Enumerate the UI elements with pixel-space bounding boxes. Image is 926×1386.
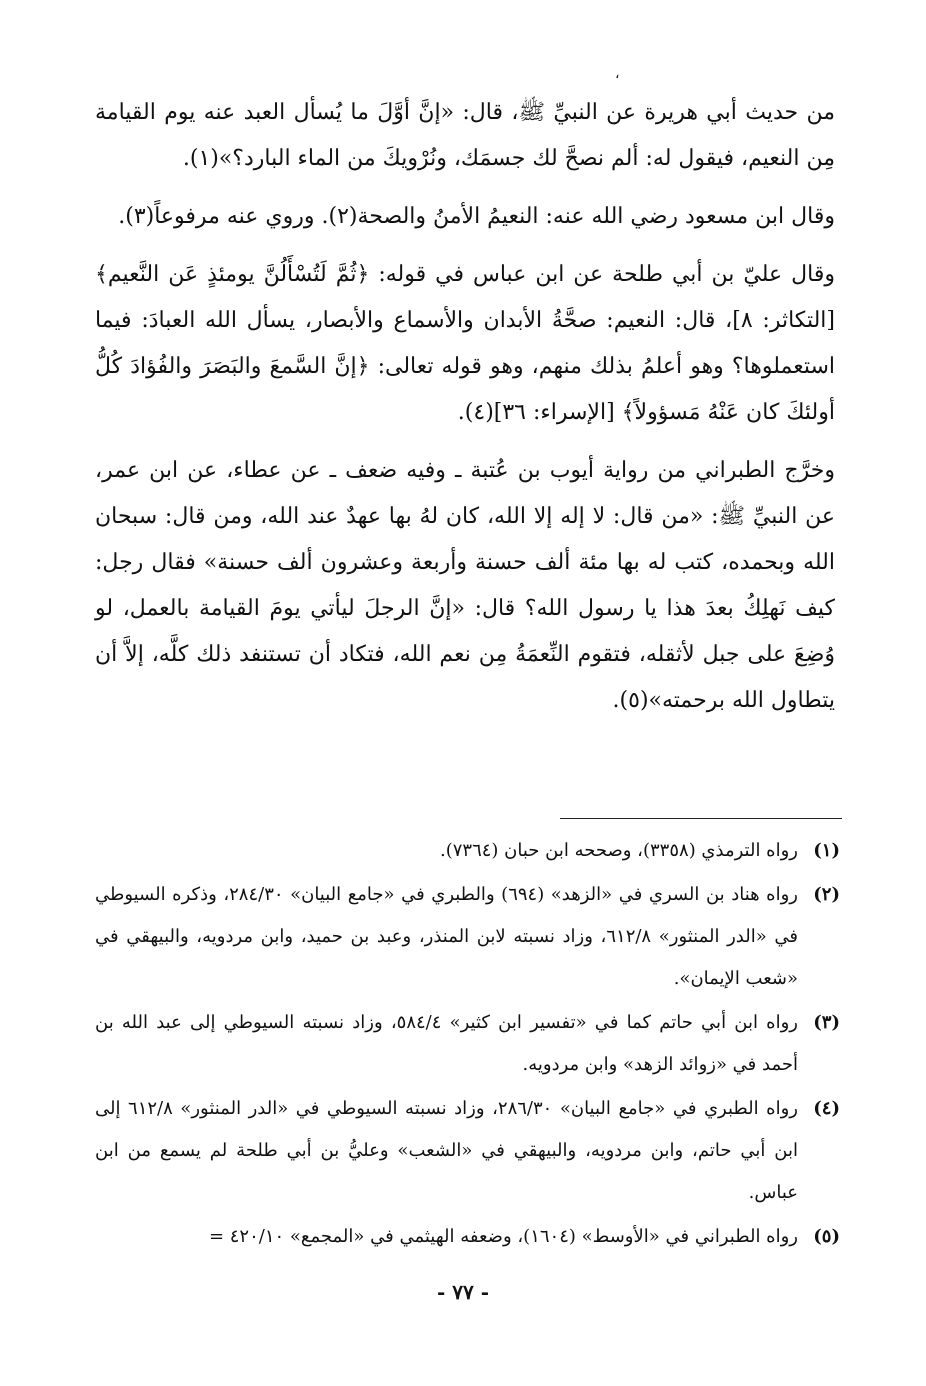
footnote-number: (٤) xyxy=(813,1098,840,1119)
footnote xyxy=(95,830,840,872)
top-mark: ، xyxy=(615,66,620,82)
footnote-number: (١) xyxy=(813,840,840,861)
footnote-text: رواه الترمذي (٣٣٥٨)، وصححه ابن حبان (٧٣٦٤). xyxy=(440,840,798,861)
footnote-text: رواه ابن أبي حاتم كما في «تفسير ابن كثير» ٥٨٤/٤، وزاد نسبته السيوطي إلى عبد الله بن أحمد في «زوائد الزهد» وابن مردويه. xyxy=(95,1012,798,1075)
footnote-text: رواه الطبري في «جامع البيان» ٢٨٦/٣٠، وزاد نسبته السيوطي في «الدر المنثور» ٦١٢/٨ إلى ابن أبي حاتم، وابن مردويه، والبيهقي في «الشعب» وعليُّ بن أبي طلحة لم يسمع من ابن عباس. xyxy=(95,1098,799,1203)
footnote-divider xyxy=(560,818,842,819)
page-number: - ٧٧ - xyxy=(436,1280,489,1304)
footnote xyxy=(95,874,840,1000)
paragraph: من حديث أبي هريرة عن النبيِّ ﷺ، قال: «إنَّ أوَّلَ ما يُسأل العبد عنه يوم القيامة مِن النعيم، فيقول له: ألم نصحَّ لك جسمَك، ونُرْويكَ من الماء البارد؟»(١). xyxy=(95,100,835,171)
paragraph: وقال عليّ بن أبي طلحة عن ابن عباس في قوله: ﴿ثُمَّ لَتُسْأَلُنَّ يومئذٍ عَن النَّعيم﴾ [التكاثر: ٨]، قال: النعيم: صحَّةُ الأبدان والأسماع والأبصار، يسأل الله العبادَ: فيما استعملوها؟ وهو أعلمُ بذلك منهم، وهو قوله تعالى: ﴿إنَّ السَّمعَ والبَصَرَ والفُؤادَ كُلُّ أولئكَ كان عَنْهُ مَسؤولاً﴾ [الإسراء: ٣٦](٤). xyxy=(95,262,835,425)
footnote xyxy=(95,1002,840,1086)
footnote-number: (٣) xyxy=(813,1012,840,1033)
footnote xyxy=(95,1088,840,1214)
footnotes xyxy=(95,830,840,1260)
paragraph: وخرَّج الطبراني من رواية أيوب بن عُتبة ـ وفيه ضعف ـ عن عطاء، عن ابن عمر، عن النبيِّ ﷺ: «من قال: لا إله إلا الله، كان لهُ بها عهدٌ عند الله، ومن قال: سبحان الله وبحمده، كتب له بها مئة ألف حسنة وأربعة وعشرون ألف حسنة» فقال رجل: كيف نَهلِكُ بعدَ هذا يا رسول الله؟ قال: «إنَّ الرجلَ ليأتي يومَ القيامة بالعمل، لو وُضِعَ على جبل لأثقله، فتقوم النِّعمَةُ مِن نعم الله، فتكاد أن تستنفد ذلك كلَّه، إلاَّ أن يتطاول الله برحمته»(٥). xyxy=(95,458,836,713)
footnote-text: رواه الطبراني في «الأوسط» (١٦٠٤)، وضعفه الهيثمي في «المجمع» ٤٢٠/١٠ = xyxy=(208,1226,798,1247)
footnote-text: رواه هناد بن السري في «الزهد» (٦٩٤) والطبري في «جامع البيان» ٢٨٤/٣٠، وذكره السيوطي في «الدر المنثور» ٦١٢/٨، وزاد نسبته لابن المنذر، وعبد بن حميد، وابن مردويه، والبيهقي في «شعب الإيمان». xyxy=(95,884,799,989)
footnote-number: (٢) xyxy=(813,884,840,905)
footnote xyxy=(95,1216,840,1258)
paragraph: وقال ابن مسعود رضي الله عنه: النعيمُ الأمنُ والصحة(٢). وروي عنه مرفوعاً(٣). xyxy=(118,204,835,229)
main-text xyxy=(95,90,835,736)
footnote-number: (٥) xyxy=(813,1226,840,1247)
